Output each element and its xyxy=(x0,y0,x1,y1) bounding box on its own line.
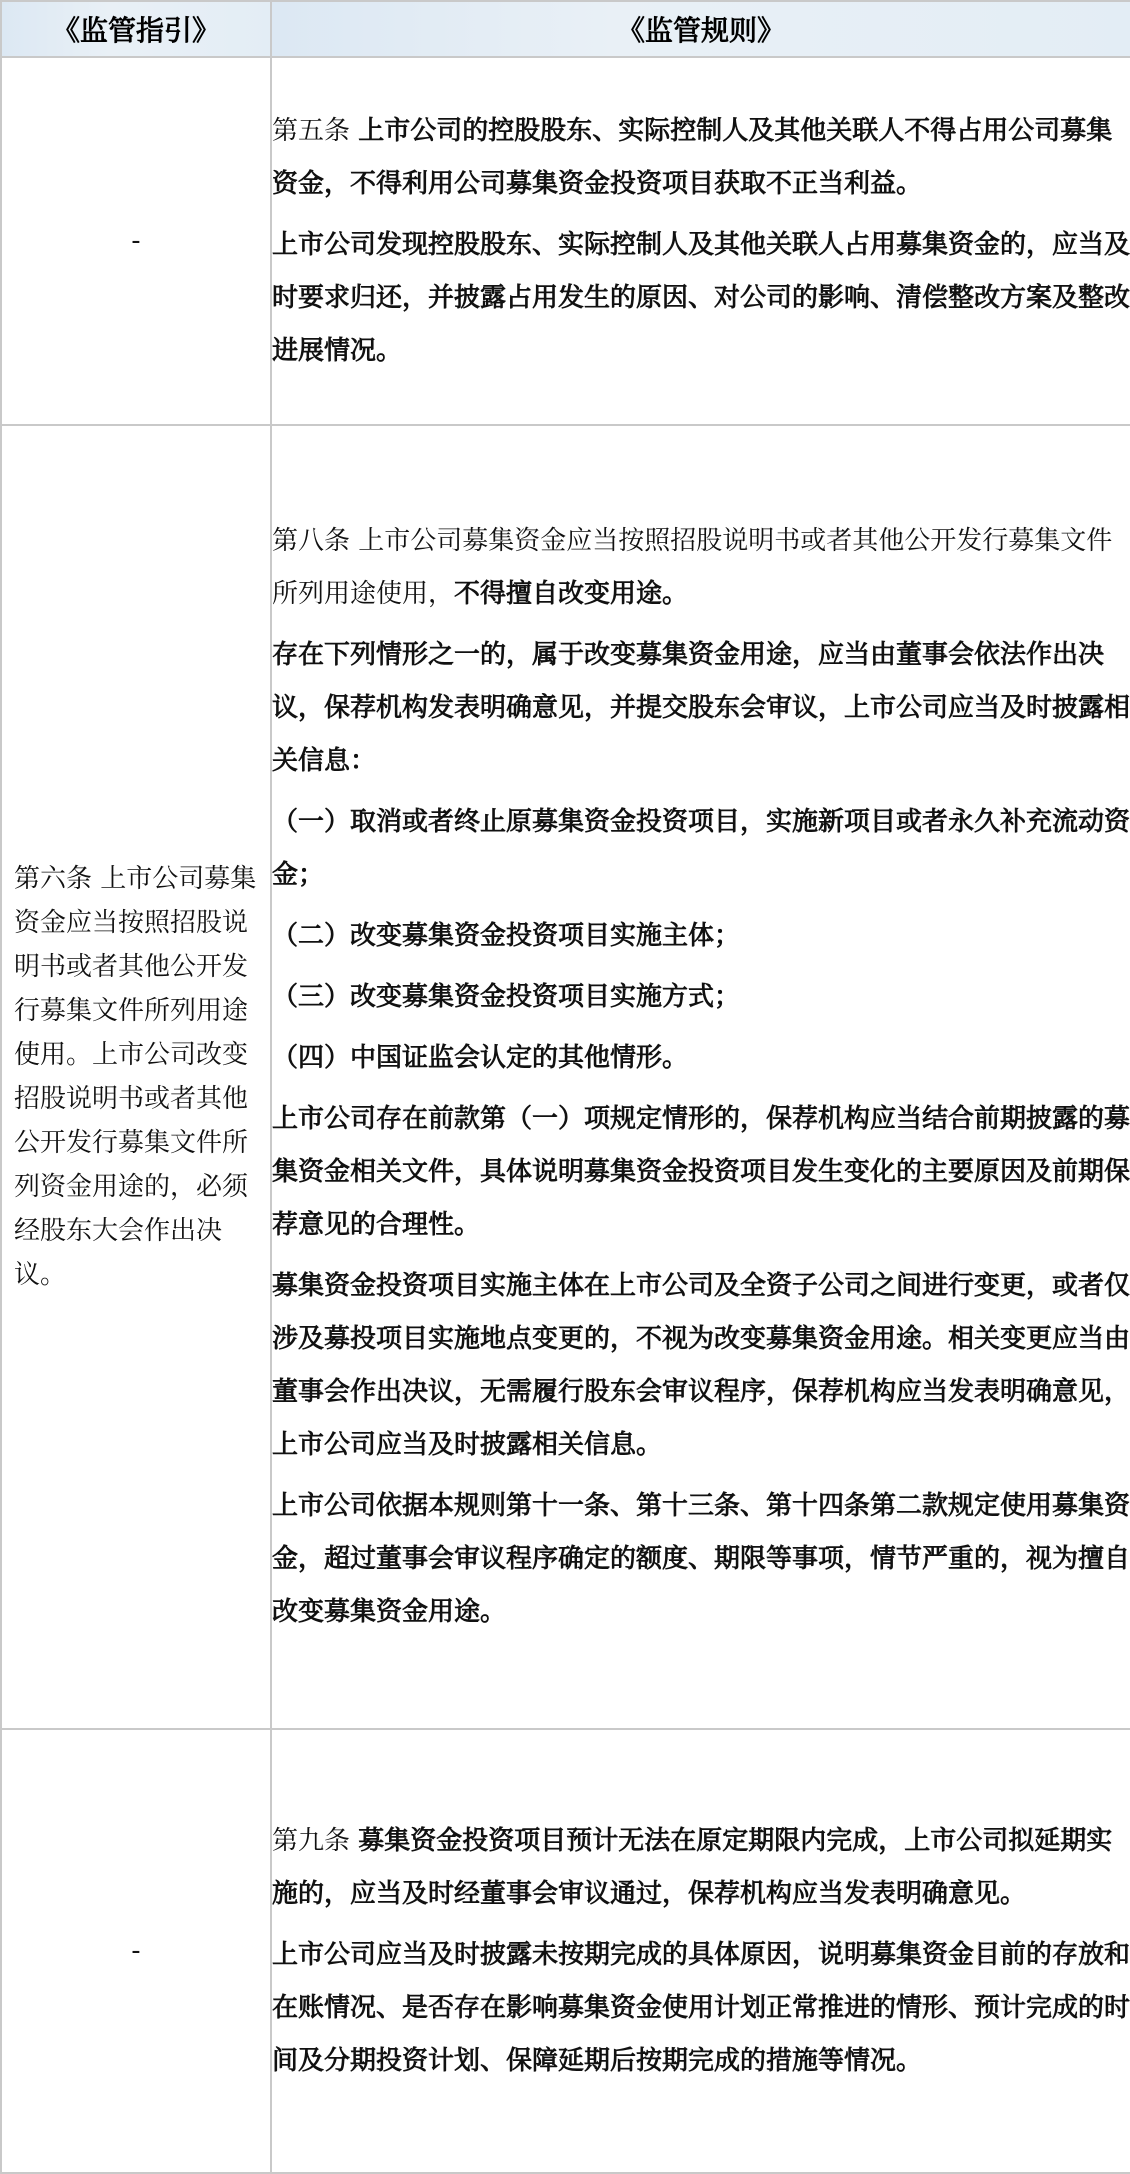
rule-paragraph xyxy=(272,629,1130,788)
rule-text-bold: 存在下列情形之一的，属于改变募集资金用途，应当由董事会依法作出决议，保荐机构发表明确意见，并提交股东会审议，上市公司应当及时披露相关信息： xyxy=(272,640,1130,776)
rule-paragraph xyxy=(272,971,1130,1024)
rule-paragraph xyxy=(272,1480,1130,1639)
rule-text: 第九条 xyxy=(272,1825,359,1856)
rule-text: 第八条 上市公司募集资金应当按照招股说明书或者其他公开发行募集文件所列用途使用， xyxy=(272,526,1113,609)
table-row xyxy=(1,57,1130,425)
guideline-cell: 第六条 上市公司募集资金应当按照招股说明书或者其他公开发行募集文件所列用途使用。上市公司改变招股说明书或者其他公开发行募集文件所列资金用途的，必须经股东大会作出决议。 xyxy=(1,425,271,1729)
rule-text-bold: （四）中国证监会认定的其他情形。 xyxy=(272,1043,689,1073)
rule-cell xyxy=(271,1729,1130,2173)
rule-text-bold: 上市公司存在前款第（一）项规定情形的，保荐机构应当结合前期披露的募集资金相关文件，具体说明募集资金投资项目发生变化的主要原因及前期保荐意见的合理性。 xyxy=(272,1104,1130,1240)
rule-text-bold: （一）取消或者终止原募集资金投资项目，实施新项目或者永久补充流动资金； xyxy=(272,807,1130,890)
guideline-cell: - xyxy=(1,57,271,425)
rule-paragraph xyxy=(272,1093,1130,1252)
rule-text-bold: （二）改变募集资金投资项目实施主体； xyxy=(272,921,741,951)
rule-paragraph xyxy=(272,1929,1130,2088)
rule-text: 第五条 xyxy=(272,115,359,146)
rule-paragraph xyxy=(272,1032,1130,1085)
rule-text-bold: （三）改变募集资金投资项目实施方式； xyxy=(272,982,741,1012)
rule-text-bold: 上市公司发现控股股东、实际控制人及其他关联人占用募集资金的，应当及时要求归还，并披露占用发生的原因、对公司的影响、清偿整改方案及整改进展情况。 xyxy=(272,229,1130,366)
header-rules: 《监管规则》 xyxy=(271,1,1130,57)
rule-paragraph xyxy=(272,105,1130,211)
rule-paragraph xyxy=(272,1815,1130,1921)
rule-paragraph xyxy=(272,1260,1130,1472)
table-header-row xyxy=(1,1,1130,57)
rule-text-bold: 上市公司应当及时披露未按期完成的具体原因，说明募集资金目前的存放和在账情况、是否存在影响募集资金使用计划正常推进的情形、预计完成的时间及分期投资计划、保障延期后按期完成的措施等情况。 xyxy=(272,1939,1130,2076)
table-row xyxy=(1,425,1130,1729)
rule-paragraph xyxy=(272,910,1130,963)
rule-paragraph xyxy=(272,796,1130,902)
header-guideline: 《监管指引》 xyxy=(1,1,271,57)
rule-cell xyxy=(271,57,1130,425)
rule-paragraph xyxy=(272,515,1130,621)
rule-cell xyxy=(271,425,1130,1729)
rule-paragraph xyxy=(272,219,1130,378)
rule-text-bold: 不得擅自改变用途。 xyxy=(454,579,689,609)
rule-text-bold: 募集资金投资项目预计无法在原定期限内完成，上市公司拟延期实施的，应当及时经董事会审议通过，保荐机构应当发表明确意见。 xyxy=(272,1825,1113,1909)
guideline-cell: - xyxy=(1,1729,271,2173)
rule-text-bold: 募集资金投资项目实施主体在上市公司及全资子公司之间进行变更，或者仅涉及募投项目实施地点变更的，不视为改变募集资金用途。相关变更应当由董事会作出决议，无需履行股东会审议程序，保荐机构应当发表明确意见，上市公司应当及时披露相关信息。 xyxy=(272,1271,1130,1460)
rule-text-bold: 上市公司依据本规则第十一条、第十三条、第十四条第二款规定使用募集资金，超过董事会审议程序确定的额度、期限等事项，情节严重的，视为擅自改变募集资金用途。 xyxy=(272,1491,1130,1627)
table-row xyxy=(1,1729,1130,2173)
rule-text-bold: 上市公司的控股股东、实际控制人及其他关联人不得占用公司募集资金，不得利用公司募集资金投资项目获取不正当利益。 xyxy=(272,115,1113,199)
